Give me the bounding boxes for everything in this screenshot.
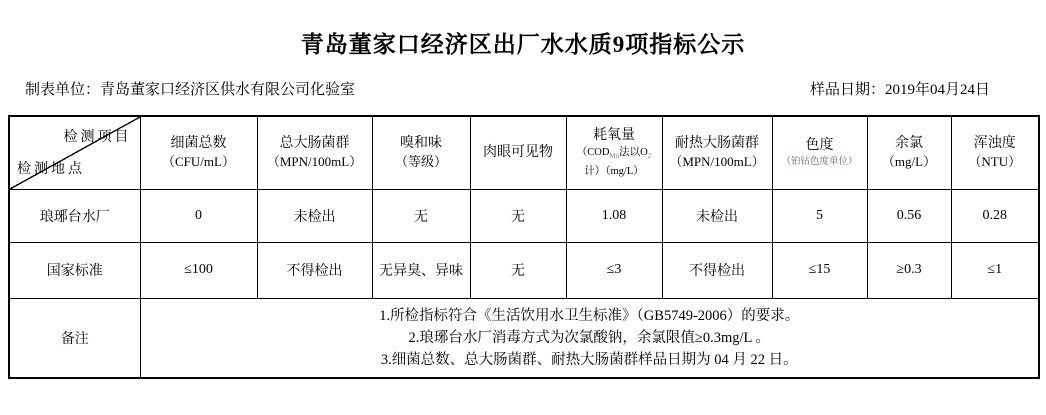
prepared-by-label: 制表单位：青岛董家口经济区供水有限公司化验室	[25, 82, 356, 98]
remark-line-3: 3.细菌总数、总大肠菌群、耐热大肠菌群样品日期为 04 月 22 日。	[380, 351, 798, 368]
value-cell: ≤3	[566, 242, 662, 298]
value-cell: 1.08	[566, 189, 662, 242]
value-cell: 无异臭、异味	[372, 242, 470, 298]
value-cell: 无	[372, 189, 470, 242]
table-row-national-standard	[9, 242, 1039, 298]
corner-header-cell	[9, 116, 140, 189]
header-row	[9, 116, 1039, 189]
row-label-langyatai: 琅琊台水厂	[9, 189, 140, 242]
value-cell: 0.28	[951, 189, 1039, 242]
remark-line-2: 2.琅琊台水厂消毒方式为次氯酸钠，余氯限值≥0.3mg/L 。	[408, 329, 770, 346]
value-cell: ≤15	[772, 242, 867, 298]
value-cell: 不得检出	[662, 242, 772, 298]
value-cell: 无	[470, 189, 566, 242]
header-cell-odor-taste: 嗅和味 （等级）	[372, 116, 470, 189]
page-title: 青岛董家口经济区出厂水水质9项指标公示	[300, 32, 746, 57]
cod-subscript-mn: Mn	[609, 152, 620, 161]
header-cell-visible-matter: 肉眼可见物	[470, 116, 566, 189]
cod-unit-line: （$COD_{Mn}$法以$O_2$ 计）（mg/L）	[576, 147, 652, 178]
value-cell: 未检出	[257, 189, 372, 242]
header-cell-thermotolerant-coliform: 耐热大肠菌群 （MPN/100mL）	[662, 116, 772, 189]
row-label-national-standard: 国家标准	[9, 242, 140, 298]
meta-row	[8, 78, 1038, 99]
value-cell: 不得检出	[257, 242, 372, 298]
table-row-langyatai	[9, 189, 1039, 242]
remarks-label: 备注	[9, 298, 140, 378]
value-cell: 0.56	[867, 189, 951, 242]
value-cell: 未检出	[662, 189, 772, 242]
value-cell: 5	[772, 189, 867, 242]
value-cell: ≥0.3	[867, 242, 951, 298]
header-cell-turbidity: 浑浊度 （NTU）	[951, 116, 1039, 189]
value-cell: ≤100	[140, 242, 257, 298]
header-cell-oxygen-consumption: 耗氧量 （$COD_{Mn}$法以$O_2$ 计）（mg/L）	[566, 116, 662, 189]
header-cell-bacteria-total: 细菌总数 （CFU/mL）	[140, 116, 257, 189]
remark-line-1: 1.所检指标符合《生活饮用水卫生标准》（GB5749-2006）的要求。	[379, 307, 800, 324]
corner-label-location: 检测地点	[17, 161, 85, 177]
cod-subscript-2: 2	[647, 152, 652, 161]
header-cell-chromaticity: 色度 （铂钴色度单位）	[772, 116, 867, 189]
header-cell-residual-chlorine: 余氯 （mg/L）	[867, 116, 951, 189]
remarks-row	[9, 298, 1039, 378]
value-cell: 0	[140, 189, 257, 242]
remarks-content	[140, 298, 1039, 378]
header-cell-total-coliform: 总大肠菌群 （MPN/100mL）	[257, 116, 372, 189]
sample-date-label: 样品日期：2019年04月24日	[809, 82, 990, 98]
water-quality-table	[8, 115, 1040, 379]
value-cell: 无	[470, 242, 566, 298]
corner-label-items: 检测项目	[63, 130, 132, 145]
value-cell: ≤1	[951, 242, 1039, 298]
